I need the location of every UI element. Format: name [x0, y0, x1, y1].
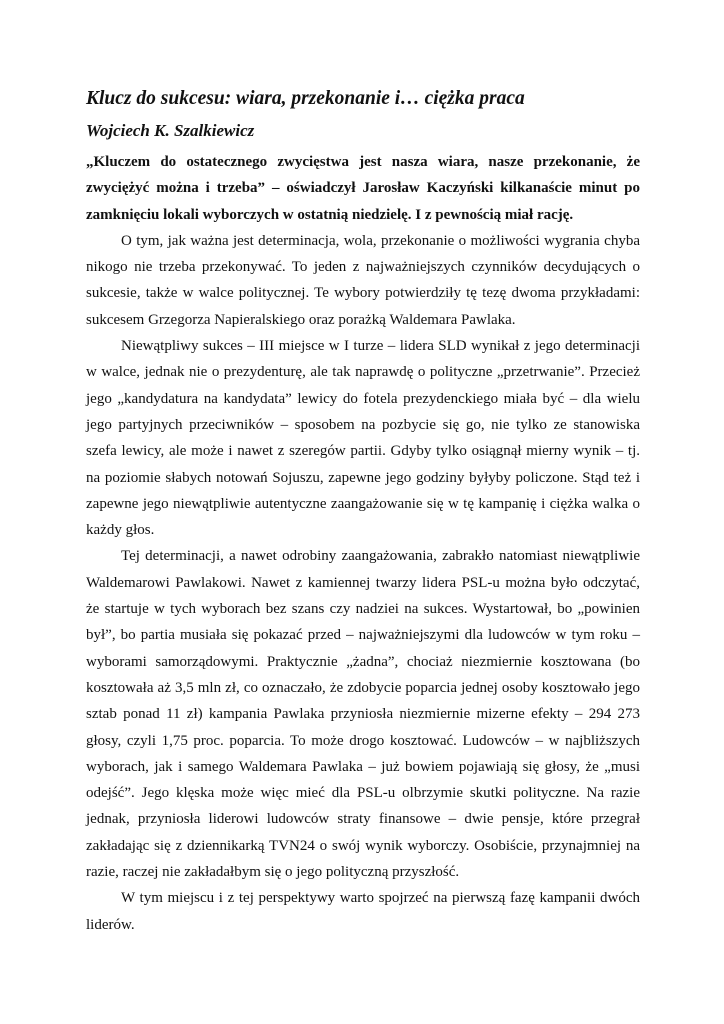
article-paragraph-2: Niewątpliwy sukces – III miejsce w I turze – lidera SLD wynikał z jego determinacji w walce, jednak nie o prezydenturę, ale tak naprawdę o polityczne „przetrwanie”. Przecież jego „kandydatura na kandydata” lewicy do fotela prezydenckiego miała być – dla wielu jego partyjnych przeciwników – sposobem na pozbycie się go, nie tylko ze stanowiska szefa lewicy, ale może i nawet z szeregów partii. Gdyby tylko osiągnął mierny wynik – tj. na poziomie słabych notowań Sojuszu, zapewne jego godziny byłyby policzone. Stąd też i zapewne jego niewątpliwie autentyczne zaangażowanie się w tę kampanię i ciężka walka o każdy głos. — [86, 338, 640, 539]
article-paragraph-1: O tym, jak ważna jest determinacja, wola, przekonanie o możliwości wygrania chyba nikogo nie trzeba przekonywać. To jeden z najważniejszych czynników decydujących o sukcesie, także w walce politycznej. Te wybory potwierdziły tę tezę dwoma przykładami: sukcesem Grzegorza Napieralskiego oraz porażką Waldemara Pawlaka. — [86, 232, 640, 328]
article-lead: „Kluczem do ostatecznego zwycięstwa jest nasza wiara, nasze przekonanie, że zwyciężyć można i trzeba” – oświadczył Jarosław Kaczyński kilkanaście minut po zamknięciu lokali wyborczych w ostatnią niedzielę. I z pewnością miał rację. — [86, 154, 640, 223]
document-page — [86, 86, 640, 938]
article-paragraph-4: W tym miejscu i z tej perspektywy warto spojrzeć na pierwszą fazę kampanii dwóch liderów. — [86, 890, 640, 933]
article-paragraph-3: Tej determinacji, a nawet odrobiny zaangażowania, zabrakło natomiast niewątpliwie Waldemarowi Pawlakowi. Nawet z kamiennej twarzy lidera PSL-u można było odczytać, że startuje w tych wyborach bez szans czy nadziei na sukces. Wystartował, bo „powinien był”, bo partia musiała się pokazać przed – najważniejszymi dla ludowców w tym roku – wyborami samorządowymi. Praktycznie „żadna”, chociaż niezmiernie kosztowana (bo kosztowała aż 3,5 mln zł, co oznaczało, że zdobycie poparcia jednej osoby kosztowało jego sztab ponad 11 zł) kampania Pawlaka przyniosła niezmiernie mizerne efekty – 294 273 głosy, czyli 1,75 proc. poparcia. To może drogo kosztować. Ludowców – w najbliższych wyborach, jak i samego Waldemara Pawlaka – już bowiem pojawiają się głosy, że „musi odejść”. Jego klęska może więc mieć dla PSL-u olbrzymie skutki polityczne. Na razie jednak, przyniosła liderowi ludowców straty finansowe – dwie pensje, które przegrał zakładając się z dziennikarką TVN24 o swój wynik wyborczy. Osobiście, przynajmniej na razie, raczej nie zakładałbym się o jego polityczną przyszłość. — [86, 548, 640, 881]
article-title: Klucz do sukcesu: wiara, przekonanie i… ciężka praca — [86, 88, 525, 109]
article-author: Wojciech K. Szalkiewicz — [86, 121, 255, 140]
